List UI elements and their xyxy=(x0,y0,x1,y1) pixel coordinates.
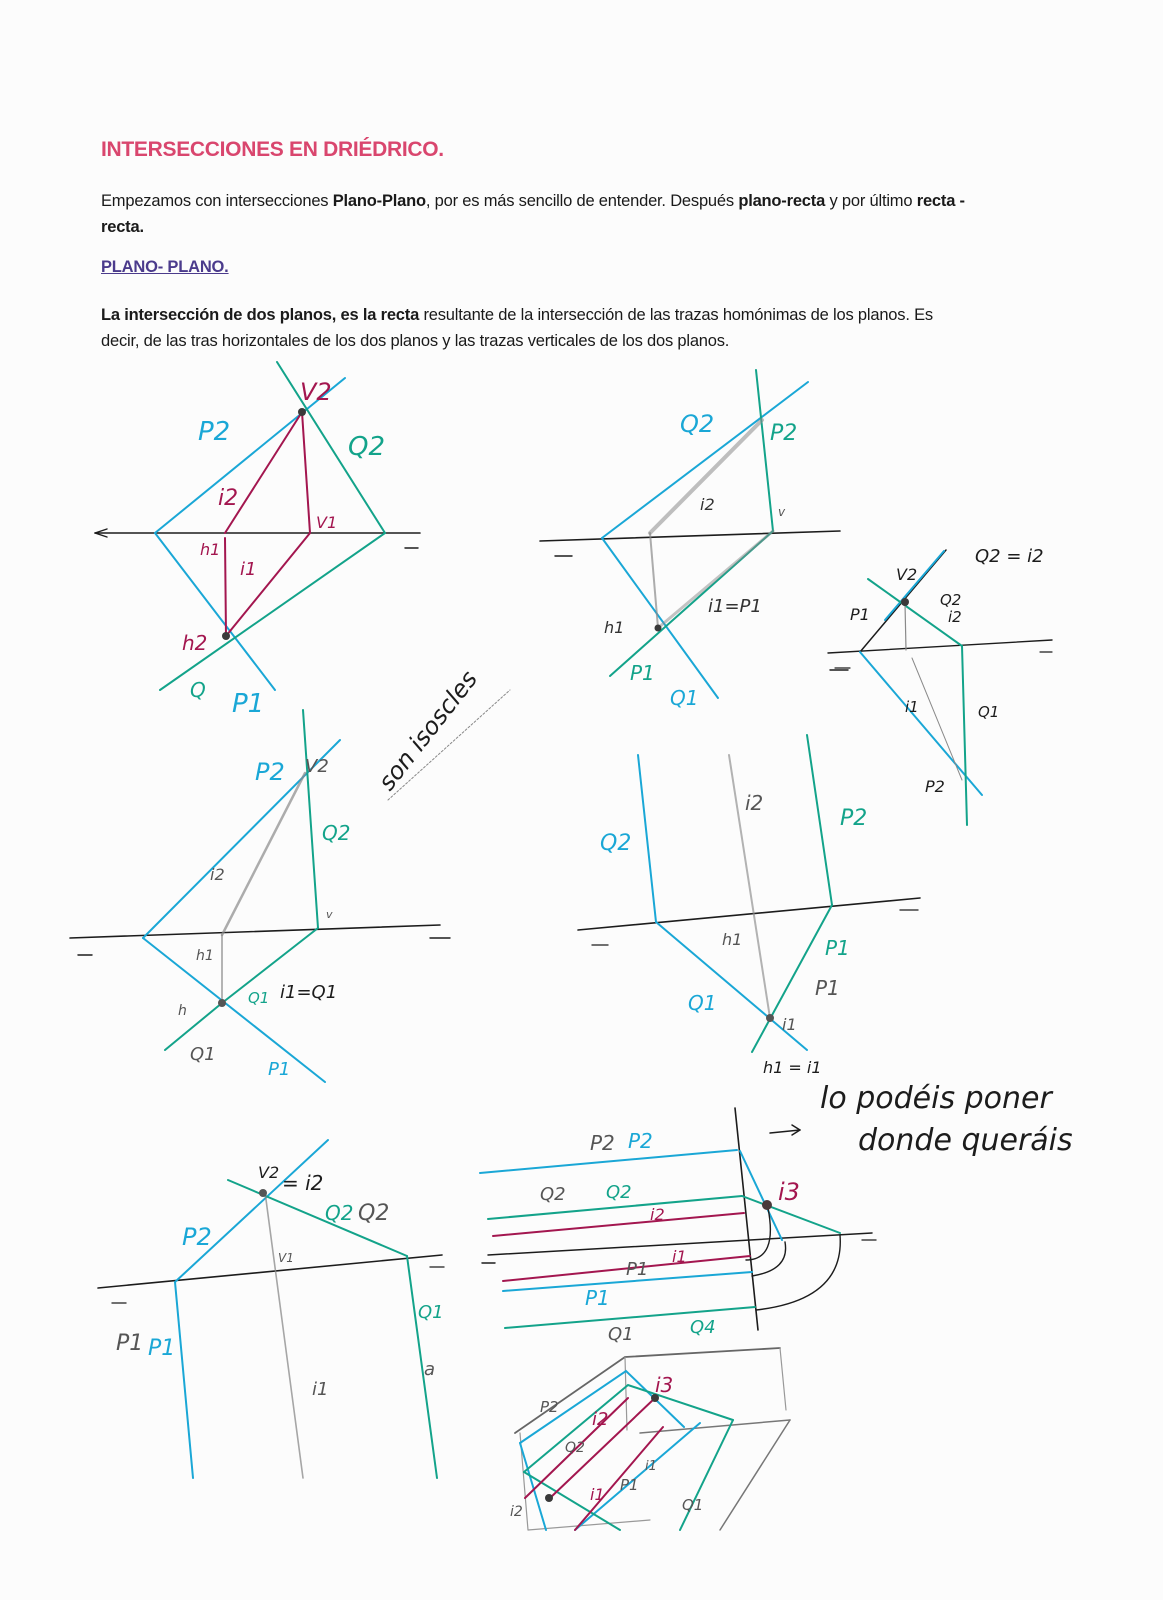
label-p1: P1 xyxy=(630,661,655,685)
label-q1: Q1 xyxy=(418,1302,444,1323)
label-p2-pencil: P2 xyxy=(590,1131,615,1155)
label-q: Q xyxy=(190,678,206,702)
label-i2: i2 xyxy=(700,495,715,514)
label-i1: i1 xyxy=(240,559,257,580)
label-h1: h1 xyxy=(722,930,743,949)
label-q1-small: Q1 xyxy=(248,989,270,1007)
label-i1-pencil: i1 xyxy=(645,1459,657,1474)
label-q4: Q4 xyxy=(690,1317,716,1338)
label-v2: V2 xyxy=(305,756,329,777)
label-v2: V2 xyxy=(300,378,332,406)
label-a: a xyxy=(424,1359,436,1380)
label-i1-eq-p1: i1=P1 xyxy=(708,596,762,617)
note-son-isosceles: son isoscles xyxy=(372,665,484,796)
label-q2: Q2 xyxy=(325,1201,354,1225)
label-q2: Q2 xyxy=(565,1440,585,1456)
label-i3: i3 xyxy=(655,1373,674,1397)
label-i1-eq-q1: i1=Q1 xyxy=(280,982,338,1003)
label-p2: P2 xyxy=(840,806,868,831)
label-i2: i2 xyxy=(948,608,962,626)
label-q1: Q1 xyxy=(670,686,699,710)
label-p1: P1 xyxy=(232,689,265,719)
label-v2: V2 xyxy=(258,1163,280,1182)
label-i2: i2 xyxy=(592,1409,609,1430)
label-p1-pencil: P1 xyxy=(815,976,840,1000)
label-h1: h1 xyxy=(604,618,625,637)
label-q2: Q2 xyxy=(606,1182,632,1203)
label-i2: i2 xyxy=(210,865,225,884)
label-i1: i1 xyxy=(782,1015,797,1034)
label-eq-i2: = i2 xyxy=(282,1171,324,1195)
label-h: h xyxy=(178,1003,187,1019)
label-h1-eq-i1: h1 = i1 xyxy=(763,1058,822,1077)
label-v1: V1 xyxy=(278,1251,294,1265)
label-p1: P1 xyxy=(268,1059,291,1080)
label-q1: Q1 xyxy=(978,703,1000,721)
label-q1: Q1 xyxy=(190,1044,216,1065)
label-p2: P2 xyxy=(255,758,285,786)
label-q2-pencil: Q2 xyxy=(358,1201,390,1226)
intro-bold-recta-recta: recta -recta. xyxy=(101,192,965,236)
label-i2: i2 xyxy=(745,791,764,815)
label-i2: i2 xyxy=(650,1205,665,1224)
label-p2: P2 xyxy=(628,1129,653,1153)
diagram-5 xyxy=(578,735,920,1077)
label-i3: i3 xyxy=(778,1178,800,1206)
diagram-7 xyxy=(480,1081,1073,1345)
label-i2: i2 xyxy=(218,486,239,511)
label-h2: h2 xyxy=(182,631,208,655)
label-p2: P2 xyxy=(540,1398,559,1416)
label-i2-pencil: i2 xyxy=(510,1504,523,1520)
definition-bold: La intersección de dos planos, es la recta xyxy=(101,306,420,324)
label-h1: h1 xyxy=(196,948,214,964)
note-donde-querais: donde queráis xyxy=(858,1123,1073,1158)
label-v: v xyxy=(326,908,333,921)
intro-text: Empezamos con intersecciones xyxy=(101,192,333,210)
label-q2: Q2 xyxy=(600,831,632,856)
label-p1: P1 xyxy=(620,1476,639,1494)
label-v2: V2 xyxy=(896,565,918,584)
label-p2: P2 xyxy=(770,421,798,446)
diagram-8-perspective xyxy=(510,1348,790,1530)
label-q2: Q2 xyxy=(322,821,351,845)
section-subtitle: PLANO- PLANO. xyxy=(101,258,229,276)
label-i1: i1 xyxy=(905,698,919,716)
page-title: INTERSECCIONES EN DRIÉDRICO. xyxy=(101,138,444,161)
label-q1: Q1 xyxy=(682,1496,704,1514)
diagram-2 xyxy=(540,370,848,710)
diagram-3 xyxy=(828,546,1052,825)
label-i1: i1 xyxy=(312,1379,329,1400)
label-p1-pencil: P1 xyxy=(626,1259,649,1280)
label-q2: Q2 xyxy=(348,432,386,462)
label-i1: i1 xyxy=(590,1485,605,1504)
definition-text: resultante de la intersección de las trazas homónimas de los planos. Es decir, de las tras horizontales de los dos planos y las trazas verticales de los dos planos. xyxy=(101,306,933,350)
intro-bold-plano-plano: Plano-Plano xyxy=(332,192,426,210)
intro-bold-plano-recta: plano-recta xyxy=(738,192,826,210)
diagram-4 xyxy=(70,665,510,1082)
label-v1: V1 xyxy=(316,513,338,532)
diagram-6 xyxy=(98,1140,444,1478)
label-p1: P1 xyxy=(825,936,850,960)
label-p1: P1 xyxy=(585,1286,610,1310)
label-q2-eq-i2: Q2 = i2 xyxy=(975,546,1044,567)
label-q1: Q1 xyxy=(688,991,717,1015)
label-p1-pencil: P1 xyxy=(116,1331,144,1356)
diagram-1 xyxy=(95,362,420,719)
label-p2: P2 xyxy=(925,777,945,796)
intro-text: , por es más sencillo de entender. Después xyxy=(425,192,739,210)
label-q2-pencil: Q2 xyxy=(540,1184,566,1205)
label-p2: P2 xyxy=(198,417,231,447)
label-h1: h1 xyxy=(200,540,221,559)
label-p1: P1 xyxy=(850,605,870,624)
label-v: v xyxy=(778,505,786,519)
label-q1: Q1 xyxy=(608,1324,634,1345)
label-q2: Q2 xyxy=(940,591,962,609)
label-q2: Q2 xyxy=(680,410,715,438)
label-i1: i1 xyxy=(672,1247,687,1266)
intro-text: y por último xyxy=(825,192,917,210)
note-lo-podeis-poner: lo podéis poner xyxy=(820,1081,1052,1116)
label-p2: P2 xyxy=(182,1223,212,1251)
label-p1: P1 xyxy=(148,1336,176,1361)
